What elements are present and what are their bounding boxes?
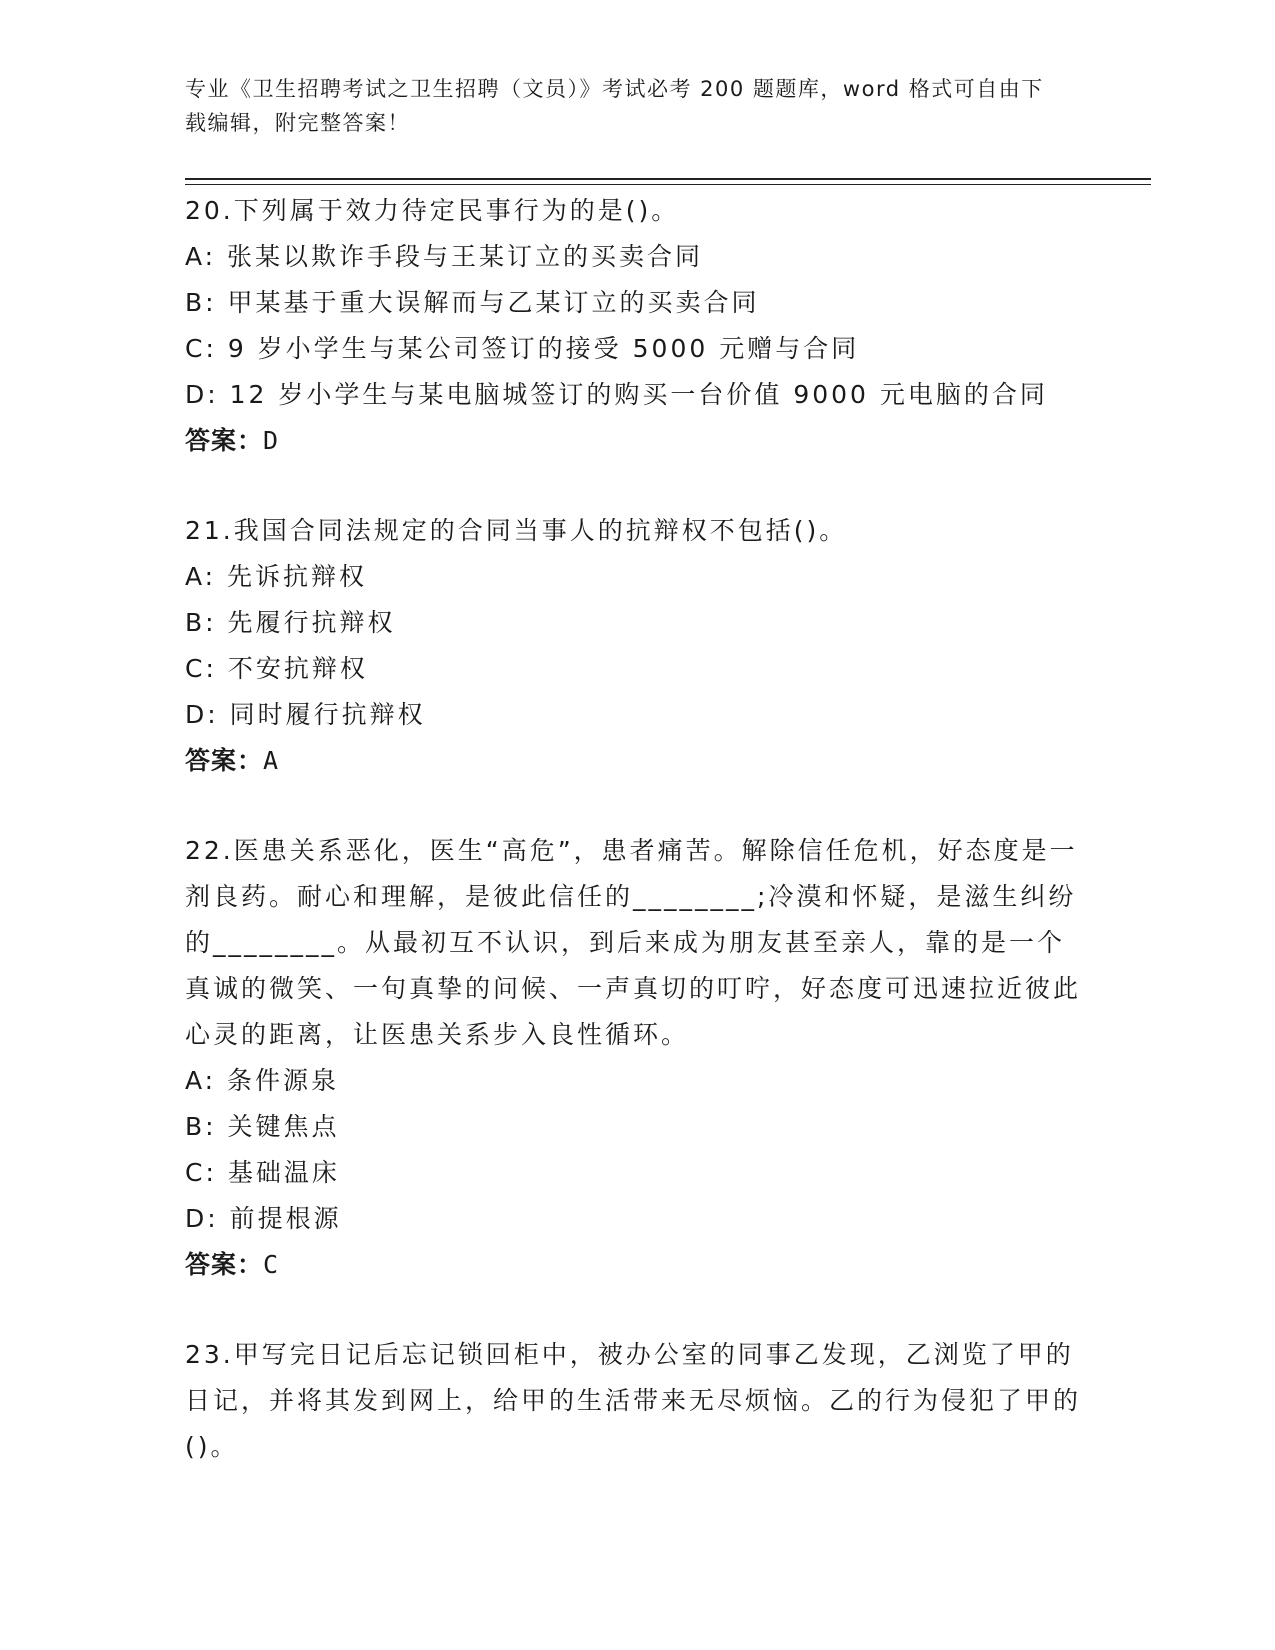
option-c: C: 基础温床	[185, 1158, 340, 1187]
question-23	[185, 1332, 1085, 1470]
option-c: C: 不安抗辩权	[185, 654, 368, 683]
option-b: B: 先履行抗辩权	[185, 608, 396, 637]
document-header: 专业《卫生招聘考试之卫生招聘（文员）》考试必考 200 题题库，word 格式可自由下载编辑，附完整答案！	[185, 77, 1044, 135]
answer-value: D	[263, 426, 280, 455]
option-d: D: 同时履行抗辩权	[185, 700, 426, 729]
answer-line	[185, 418, 1085, 464]
header-rule-thick	[185, 178, 1151, 180]
option-c: C: 9 岁小学生与某公司签订的接受 5000 元赠与合同	[185, 334, 860, 363]
answer-value: A	[263, 746, 280, 775]
option-a: A: 先诉抗辩权	[185, 562, 368, 591]
answer-label: 答案：	[185, 1250, 264, 1279]
question-list	[185, 188, 1085, 1514]
question-22	[185, 828, 1085, 1288]
question-stem: 22.医患关系恶化，医生“高危”，患者痛苦。解除信任危机，好态度是一剂良药。耐心和理解，是彼此信任的________;冷漠和怀疑，是滋生纠纷的________。从最初互不认识，到后来成为朋友甚至亲人，靠的是一个真诚的微笑、一句真挚的问候、一声真切的叮咛，好态度可迅速拉近彼此心灵的距离，让医患关系步入良性循环。	[185, 836, 1082, 1049]
option-d: D: 前提根源	[185, 1204, 342, 1233]
answer-line	[185, 1242, 1085, 1288]
answer-label: 答案：	[185, 426, 264, 455]
answer-label: 答案：	[185, 746, 264, 775]
answer-value: C	[263, 1250, 280, 1279]
option-d: D: 12 岁小学生与某电脑城签订的购买一台价值 9000 元电脑的合同	[185, 380, 1048, 409]
option-a: A: 张某以欺诈手段与王某订立的买卖合同	[185, 242, 704, 271]
answer-line	[185, 738, 1085, 784]
option-a: A: 条件源泉	[185, 1066, 340, 1095]
question-20	[185, 188, 1085, 464]
question-stem: 23.甲写完日记后忘记锁回柜中，被办公室的同事乙发现，乙浏览了甲的日记，并将其发到网上，给甲的生活带来无尽烦恼。乙的行为侵犯了甲的()。	[185, 1340, 1082, 1461]
question-stem: 21.我国合同法规定的合同当事人的抗辩权不包括()。	[185, 516, 848, 545]
option-b: B: 关键焦点	[185, 1112, 340, 1141]
question-21	[185, 508, 1085, 784]
option-b: B: 甲某基于重大误解而与乙某订立的买卖合同	[185, 288, 760, 317]
header-rule-thin	[185, 184, 1151, 185]
question-stem: 20.下列属于效力待定民事行为的是()。	[185, 196, 680, 225]
